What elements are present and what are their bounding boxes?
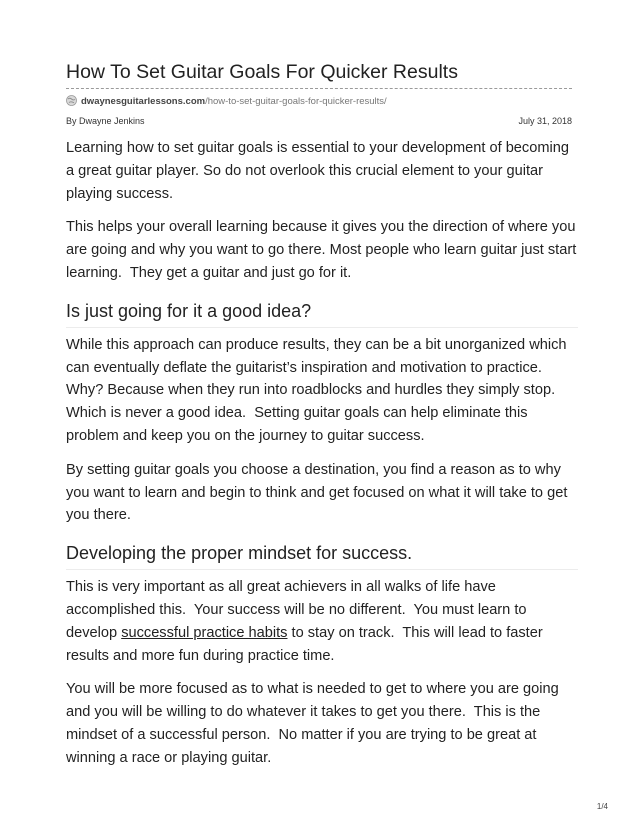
source-url[interactable] (66, 95, 387, 109)
page-number: 1/4 (596, 802, 608, 811)
paragraph: By setting guitar goals you choose a destination, you find a reason as to why you want to learn and begin to think and get focused on what it will take to get you there. (66, 461, 568, 524)
source-path[interactable]: /how-to-set-guitar-goals-for-quicker-results/ (205, 96, 387, 107)
paragraph: You will be more focused as to what is needed to get to where you are going and you will be willing to do whatever it takes to get you there. This is the mindset of a successful person. No matter if you are trying to be great at winning a race or playing guitar. (66, 681, 559, 766)
section-heading: Developing the proper mindset for success. (66, 542, 578, 570)
paragraph: While this approach can produce results, they can be a bit unorganized which can eventually deflate the guitarist’s inspiration and motivation to practice. Why? Because when they run into roadblocks and hurdles they simply stop. Which is never a good idea. Setting guitar goals can help eliminate this problem and keep you on the journey to guitar success. (66, 336, 567, 444)
source-domain[interactable]: dwaynesguitarlessons.com (81, 96, 206, 107)
article-body (66, 137, 578, 781)
paragraph (66, 576, 578, 667)
paragraph-text: This is very important as all great achievers in all walks of life have accomplished this. Your success will be no different. You must learn to develop (66, 579, 527, 641)
paragraph-text: to stay on track. This will lead to faster results and more fun during practice time. (66, 624, 543, 664)
article-title: How To Set Guitar Goals For Quicker Results (66, 61, 458, 83)
article-date: July 31, 2018 (518, 116, 572, 126)
title-divider (66, 88, 572, 89)
practice-habits-link[interactable]: successful practice habits (121, 624, 288, 641)
paragraph: This helps your overall learning because it gives you the direction of where you are going and why you want to go there. Most people who learn guitar just start learning. They get a guitar and just go for it. (66, 219, 577, 281)
globe-icon (66, 95, 77, 106)
article-author: By Dwayne Jenkins (66, 116, 145, 126)
section-heading: Is just going for it a good idea? (66, 300, 578, 328)
paragraph: Learning how to set guitar goals is essential to your development of becoming a great guitar player. So do not overlook this crucial element to your guitar playing success. (66, 140, 569, 202)
